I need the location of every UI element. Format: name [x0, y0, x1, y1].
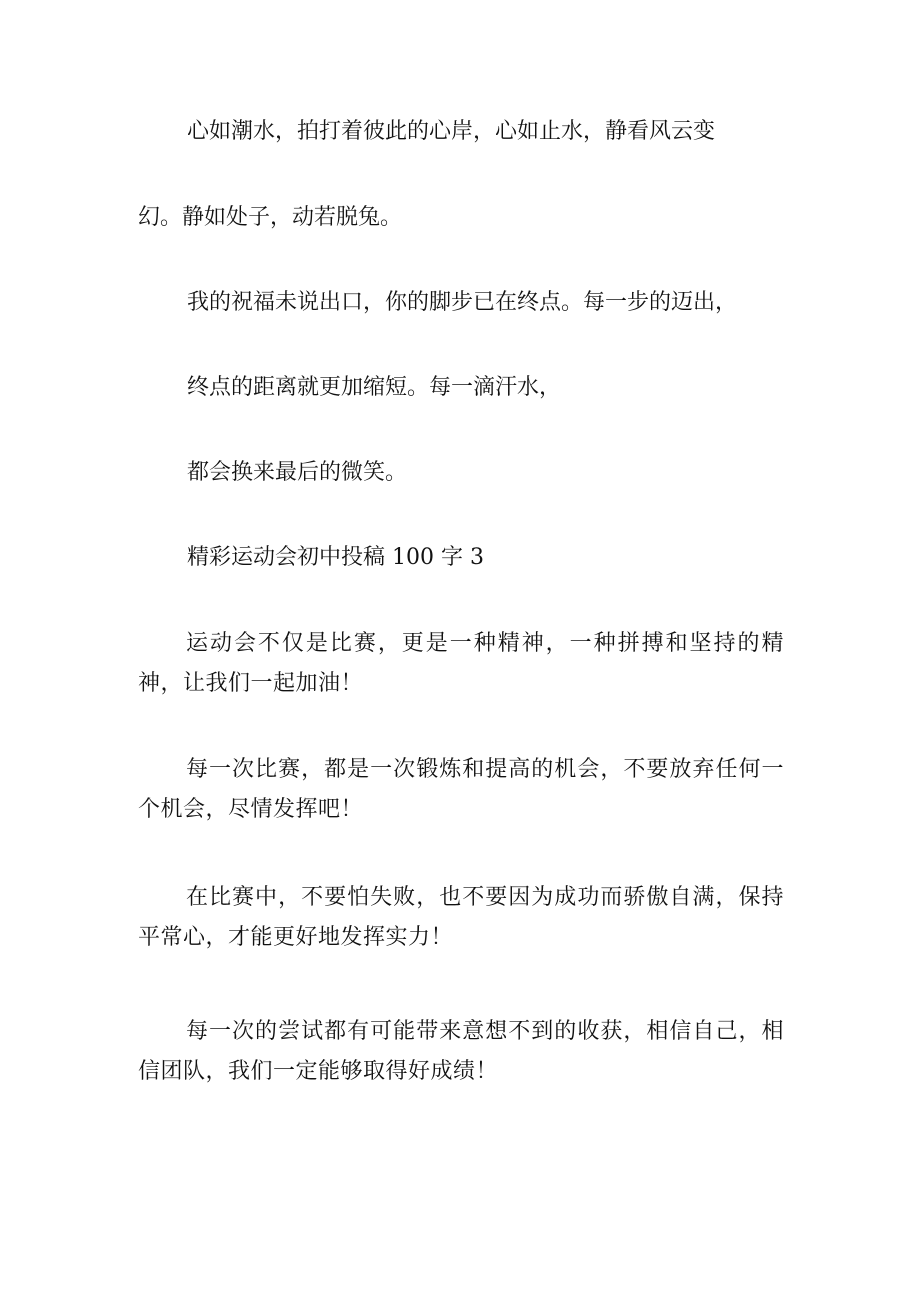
- text-line: 我的祝福未说出口，你的脚步已在终点。每一步的迈出，: [187, 290, 738, 315]
- paragraph: 运动会不仅是比赛，更是一种精神，一种拼搏和坚持的精神，让我们一起加油！: [138, 631, 784, 696]
- paragraph: 每一次比赛，都是一次锻炼和提高的机会，不要放弃任何一个机会，尽情发挥吧！: [138, 757, 784, 822]
- text-line: 心如潮水，拍打着彼此的心岸，心如止水，静看风云变: [187, 119, 716, 144]
- paragraph: 在比赛中，不要怕失败，也不要因为成功而骄傲自满，保持平常心，才能更好地发挥实力！: [138, 885, 784, 950]
- text-line: 幻。静如处子，动若脱兔。: [138, 205, 403, 230]
- text-line: 终点的距离就更加缩短。每一滴汗水，: [187, 375, 562, 400]
- paragraph: 每一次的尝试都有可能带来意想不到的收获，相信自己，相信团队，我们一定能够取得好成绩！: [138, 1019, 784, 1084]
- text-line: 都会换来最后的微笑。: [187, 460, 408, 485]
- section-heading: 精彩运动会初中投稿 100 字 3: [187, 545, 484, 570]
